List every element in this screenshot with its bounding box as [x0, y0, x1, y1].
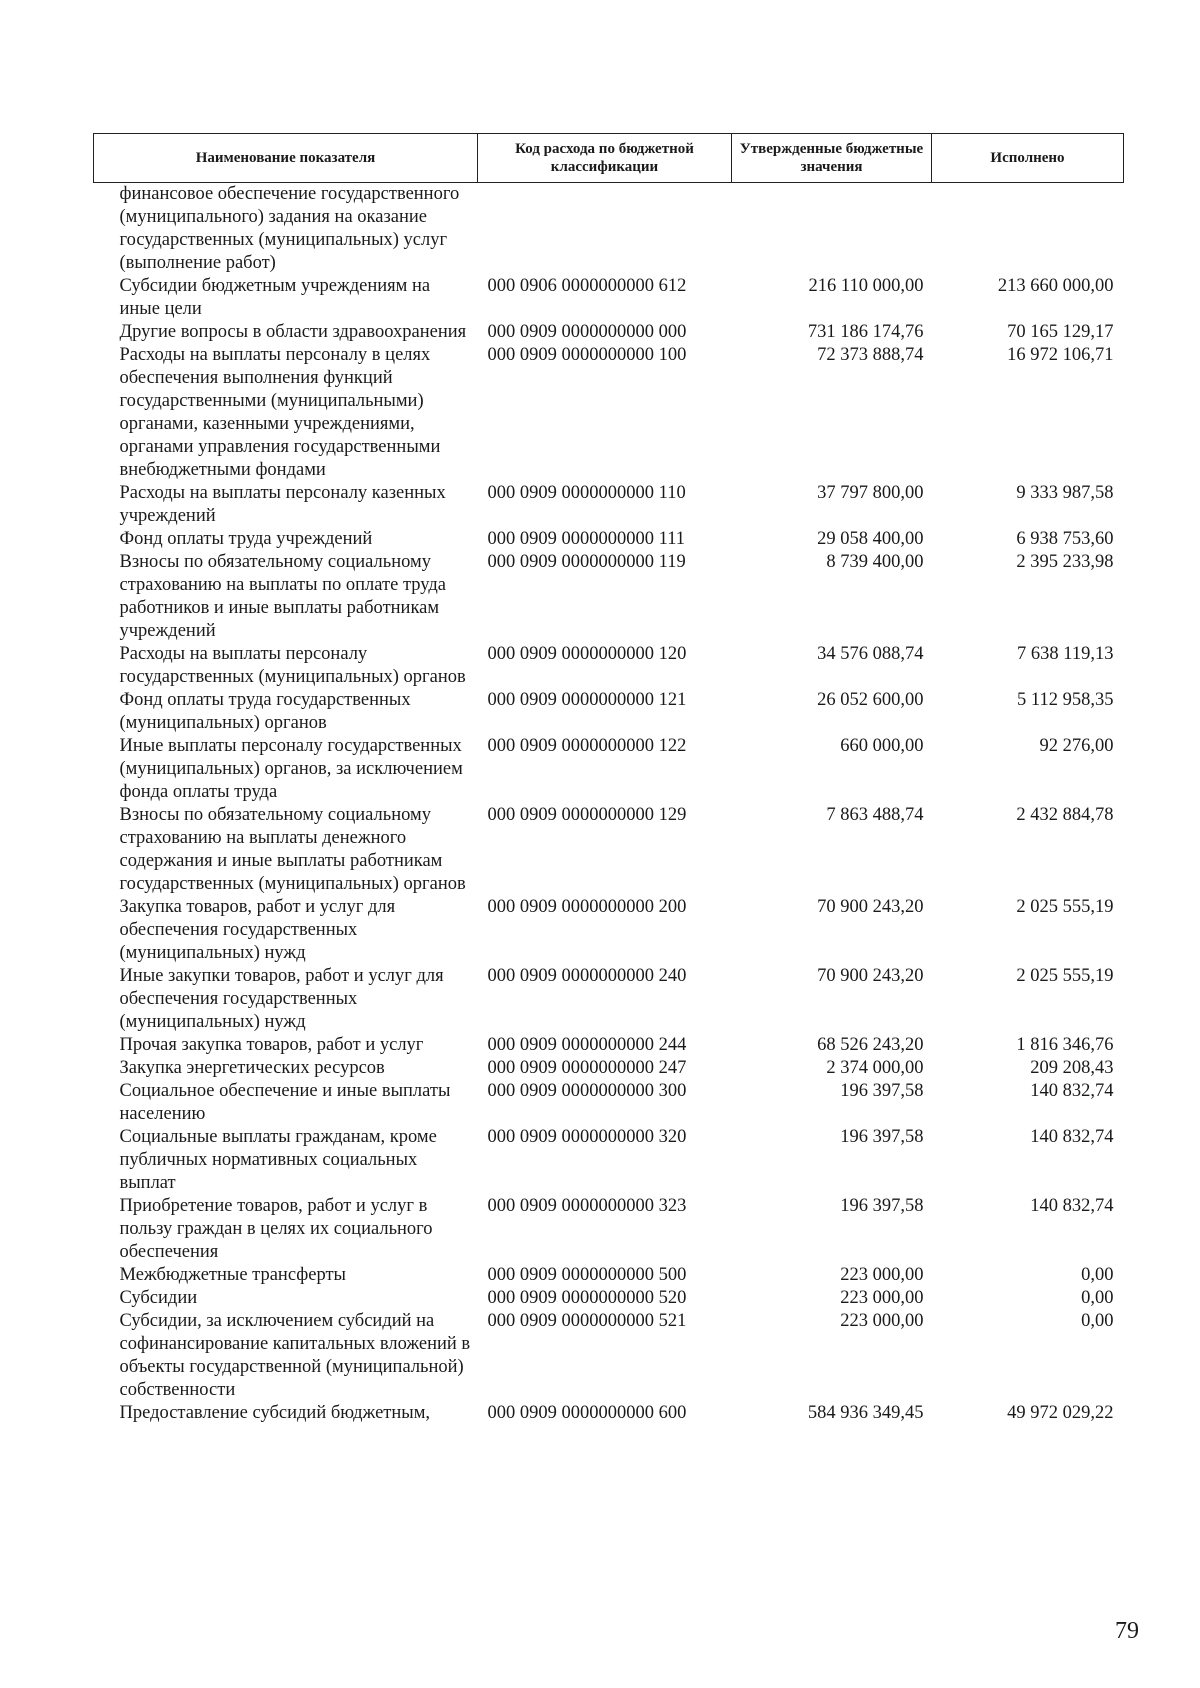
table-row: [94, 1310, 1124, 1402]
budget-code-cell: 000 0909 0000000000 120: [487, 644, 687, 664]
indicator-name-cell: Расходы на выплаты персоналу государственных (муниципальных) органов: [119, 644, 466, 687]
indicator-name-cell: Взносы по обязательному социальному страхованию на выплаты денежного содержания и иные выплаты работникам государственных (муниципальных) органов: [119, 805, 466, 894]
budget-code-cell: 000 0909 0000000000 111: [487, 529, 686, 549]
approved-value-cell: 29 058 400,00: [817, 529, 924, 549]
header-executed: Исполнено: [932, 134, 1124, 183]
approved-value-cell: 216 110 000,00: [808, 276, 924, 296]
executed-value-cell: 209 208,43: [1030, 1058, 1114, 1078]
table-row: [94, 643, 1124, 689]
table-row: [94, 528, 1124, 551]
approved-value-cell: 196 397,58: [840, 1196, 924, 1216]
executed-value-cell: 0,00: [1081, 1311, 1114, 1331]
executed-value-cell: 0,00: [1081, 1288, 1114, 1308]
indicator-name-cell: Предоставление субсидий бюджетным,: [119, 1403, 431, 1423]
approved-value-cell: 68 526 243,20: [817, 1035, 924, 1055]
executed-value-cell: 6 938 753,60: [1016, 529, 1114, 549]
executed-value-cell: 1 816 346,76: [1016, 1035, 1114, 1055]
table-row: [94, 804, 1124, 896]
executed-value-cell: [932, 183, 1124, 276]
executed-value-cell: 92 276,00: [1039, 736, 1114, 756]
indicator-name-cell: Приобретение товаров, работ и услуг в пользу граждан в целях их социального обеспечения: [119, 1196, 433, 1262]
indicator-name-cell: Субсидии, за исключением субсидий на софинансирование капитальных вложений в объекты государственной (муниципальной) собственности: [119, 1311, 471, 1400]
table-row: [94, 689, 1124, 735]
indicator-name-cell: Межбюджетные трансферты: [119, 1265, 346, 1285]
executed-value-cell: 0,00: [1081, 1265, 1114, 1285]
table-row: [94, 1195, 1124, 1264]
budget-code-cell: 000 0909 0000000000 520: [487, 1288, 687, 1308]
table-header: [94, 134, 1124, 183]
executed-value-cell: 2 432 884,78: [1016, 805, 1114, 825]
budget-code-cell: 000 0909 0000000000 200: [487, 897, 687, 917]
approved-value-cell: 70 900 243,20: [817, 897, 924, 917]
indicator-name-cell: Социальное обеспечение и иные выплаты населению: [119, 1081, 451, 1124]
approved-value-cell: 223 000,00: [840, 1265, 924, 1285]
indicator-name-cell: Другие вопросы в области здравоохранения: [119, 322, 467, 342]
table-row: [94, 321, 1124, 344]
approved-value-cell: 731 186 174,76: [807, 322, 924, 342]
table-row: [94, 275, 1124, 321]
budget-code-cell: 000 0909 0000000000 500: [487, 1265, 687, 1285]
executed-value-cell: 213 660 000,00: [997, 276, 1114, 296]
approved-value-cell: 196 397,58: [840, 1081, 924, 1101]
indicator-name-cell: Расходы на выплаты персоналу в целях обеспечения выполнения функций государственными (муниципальными) органами, казенными учреждениями, органами управления государственными внебюджетными фондами: [119, 345, 441, 480]
budget-code-cell: 000 0909 0000000000 119: [487, 552, 686, 572]
approved-value-cell: 223 000,00: [840, 1288, 924, 1308]
budget-code-cell: [478, 183, 732, 276]
budget-code-cell: 000 0909 0000000000 521: [487, 1311, 687, 1331]
indicator-name-cell: Социальные выплаты гражданам, кроме публичных нормативных социальных выплат: [119, 1127, 437, 1193]
indicator-name-cell: Закупка энергетических ресурсов: [119, 1058, 385, 1078]
header-approved-values: Утвержденные бюджетные значения: [732, 134, 932, 183]
table-row: [94, 965, 1124, 1034]
approved-value-cell: 2 374 000,00: [826, 1058, 924, 1078]
executed-value-cell: 140 832,74: [1030, 1196, 1114, 1216]
approved-value-cell: 37 797 800,00: [817, 483, 924, 503]
table-row: [94, 183, 1124, 276]
table-row: [94, 735, 1124, 804]
executed-value-cell: 16 972 106,71: [1007, 345, 1114, 365]
table-row: [94, 1126, 1124, 1195]
budget-code-cell: 000 0909 0000000000 122: [487, 736, 687, 756]
table-row: [94, 551, 1124, 643]
executed-value-cell: 5 112 958,35: [1017, 690, 1114, 710]
indicator-name-cell: Прочая закупка товаров, работ и услуг: [119, 1035, 424, 1055]
approved-value-cell: 8 739 400,00: [826, 552, 924, 572]
executed-value-cell: 2 025 555,19: [1016, 966, 1114, 986]
indicator-name-cell: Иные закупки товаров, работ и услуг для обеспечения государственных (муниципальных) нужд: [119, 966, 444, 1032]
header-indicator-name: Наименование показателя: [94, 134, 478, 183]
executed-value-cell: 140 832,74: [1030, 1127, 1114, 1147]
executed-value-cell: 140 832,74: [1030, 1081, 1114, 1101]
approved-value-cell: 72 373 888,74: [817, 345, 924, 365]
budget-code-cell: 000 0909 0000000000 100: [487, 345, 687, 365]
table-body: [94, 183, 1124, 1426]
indicator-name-cell: Субсидии бюджетным учреждениям на иные цели: [119, 276, 431, 319]
executed-value-cell: 49 972 029,22: [1007, 1403, 1114, 1423]
budget-code-cell: 000 0909 0000000000 000: [487, 322, 687, 342]
indicator-name-cell: Фонд оплаты труда государственных (муниципальных) органов: [119, 690, 411, 733]
approved-value-cell: 196 397,58: [840, 1127, 924, 1147]
approved-value-cell: [732, 183, 932, 276]
indicator-name-cell: Субсидии: [119, 1288, 198, 1308]
table-row: [94, 1080, 1124, 1126]
header-budget-code: Код расхода по бюджетной классификации: [478, 134, 732, 183]
indicator-name-cell: Иные выплаты персоналу государственных (муниципальных) органов, за исключением фонда оплаты труда: [119, 736, 463, 802]
table-row: [94, 1057, 1124, 1080]
approved-value-cell: 584 936 349,45: [807, 1403, 924, 1423]
budget-code-cell: 000 0906 0000000000 612: [487, 276, 687, 296]
executed-value-cell: 2 395 233,98: [1016, 552, 1114, 572]
approved-value-cell: 34 576 088,74: [817, 644, 924, 664]
executed-value-cell: 9 333 987,58: [1016, 483, 1114, 503]
table-row: [94, 482, 1124, 528]
budget-code-cell: 000 0909 0000000000 323: [487, 1196, 687, 1216]
approved-value-cell: 26 052 600,00: [817, 690, 924, 710]
approved-value-cell: 660 000,00: [840, 736, 924, 756]
budget-code-cell: 000 0909 0000000000 110: [487, 483, 686, 503]
table-row: [94, 1264, 1124, 1287]
budget-code-cell: 000 0909 0000000000 129: [487, 805, 687, 825]
page-number: 79: [1115, 1618, 1139, 1644]
indicator-name-cell: финансовое обеспечение государственного (муниципального) задания на оказание государственных (муниципальных) услуг (выполнение работ): [119, 184, 460, 273]
budget-execution-table: [93, 133, 1124, 1425]
indicator-name-cell: Расходы на выплаты персоналу казенных учреждений: [119, 483, 446, 526]
indicator-name-cell: Фонд оплаты труда учреждений: [119, 529, 373, 549]
approved-value-cell: 70 900 243,20: [817, 966, 924, 986]
budget-code-cell: 000 0909 0000000000 247: [487, 1058, 687, 1078]
table-row: [94, 1034, 1124, 1057]
executed-value-cell: 70 165 129,17: [1007, 322, 1114, 342]
approved-value-cell: 223 000,00: [840, 1311, 924, 1331]
budget-code-cell: 000 0909 0000000000 320: [487, 1127, 687, 1147]
budget-code-cell: 000 0909 0000000000 121: [487, 690, 687, 710]
table-row: [94, 344, 1124, 482]
executed-value-cell: 7 638 119,13: [1017, 644, 1114, 664]
budget-code-cell: 000 0909 0000000000 244: [487, 1035, 687, 1055]
approved-value-cell: 7 863 488,74: [826, 805, 924, 825]
budget-code-cell: 000 0909 0000000000 600: [487, 1403, 687, 1423]
budget-code-cell: 000 0909 0000000000 240: [487, 966, 687, 986]
executed-value-cell: 2 025 555,19: [1016, 897, 1114, 917]
budget-code-cell: 000 0909 0000000000 300: [487, 1081, 687, 1101]
table-row: [94, 1402, 1124, 1425]
indicator-name-cell: Взносы по обязательному социальному страхованию на выплаты по оплате труда работников и иные выплаты работникам учреждений: [119, 552, 446, 641]
table-row: [94, 1287, 1124, 1310]
table-row: [94, 896, 1124, 965]
indicator-name-cell: Закупка товаров, работ и услуг для обеспечения государственных (муниципальных) нужд: [119, 897, 396, 963]
